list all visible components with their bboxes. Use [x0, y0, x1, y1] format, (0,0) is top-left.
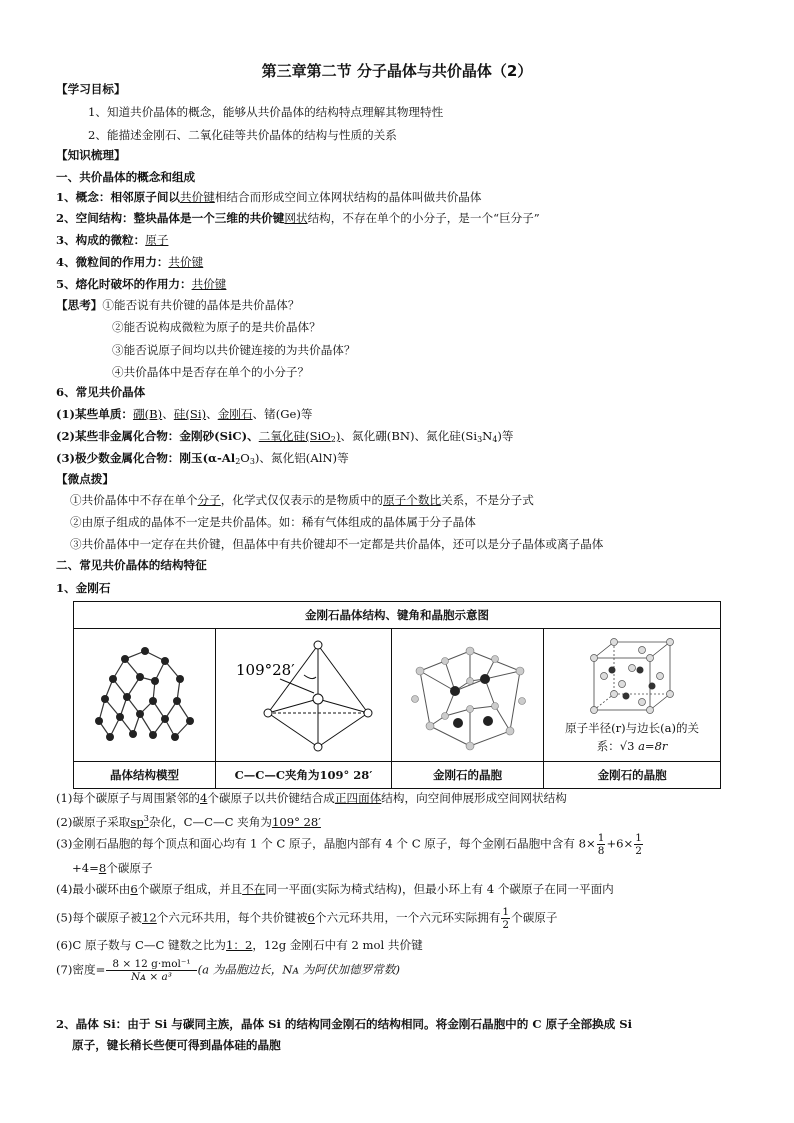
feature-3-cont — [72, 860, 153, 876]
particle-answer: 原子 — [145, 233, 169, 247]
boron: 硼(B) — [133, 407, 163, 421]
germanium: 、锗(Ge)等 — [252, 407, 313, 421]
f3a: (3)金刚石晶胞的每个顶点和面心均有 1 个 C 原子，晶胞内部有 4 个 C 原子，每个金刚石晶胞中含有 8× — [56, 836, 596, 851]
crystal-model-figure — [85, 639, 205, 749]
f1b: 个碳原子以共价键结合成 — [207, 791, 335, 805]
sio2 — [259, 429, 341, 443]
caption-model: 晶体结构模型 — [74, 762, 216, 789]
feature-5 — [56, 906, 557, 931]
sub: 3 — [477, 435, 483, 444]
knowledge-header: 【知识梳理】 — [56, 148, 126, 162]
f5b: 个六元环共用，每个共价键被 — [156, 910, 308, 925]
common-2-rest: 、氮化硼(BN)、氮化硅(Si — [340, 429, 478, 443]
tetrahedron-figure — [218, 631, 388, 756]
concept-line — [56, 189, 481, 205]
num: 1 — [597, 832, 605, 844]
f3m: +6× — [606, 836, 634, 851]
angle-cell — [216, 629, 392, 762]
num: 1 — [635, 832, 642, 844]
f4b: 个碳原子组成，并且 — [137, 882, 243, 896]
f6u: 1：2 — [226, 938, 253, 952]
angle-label: 109°28′ — [236, 661, 296, 679]
feature-6 — [56, 937, 423, 953]
force-answer: 共价键 — [168, 255, 204, 269]
tip-1b: ，化学式仅仅表示的是物质中的 — [220, 493, 384, 507]
think-q2: ②能否说构成微粒为原子的是共价晶体？ — [112, 320, 321, 334]
common-2-label: (2)某些非金属化合物：金刚砂(SiC)、 — [56, 429, 259, 443]
sup3: 3 — [143, 814, 149, 823]
sub: 4 — [492, 435, 498, 444]
frac-1-2 — [634, 832, 643, 857]
diamond-heading: 1、金刚石 — [56, 581, 111, 595]
sub: 2 — [330, 435, 336, 444]
force-label: 4、微粒间的作用力： — [56, 255, 169, 269]
page-title: 第三章第二节 分子晶体与共价晶体（2） — [261, 62, 533, 80]
tip-3: ③共价晶体中一定存在共价键，但晶体中有共价键却不一定都是共价晶体，还可以是分子晶体或离子晶体 — [70, 537, 604, 551]
common-3-label: (3)极少数金属化合物：刚玉(α-Al — [56, 451, 236, 465]
section1-heading: 一、共价晶体的概念和组成 — [56, 170, 196, 184]
radius-line-2 — [544, 737, 720, 755]
den: 2 — [502, 919, 510, 931]
tip-2: ②由原子组成的晶体不一定是共价晶体。如：稀有气体组成的晶体属于分子晶体 — [70, 515, 476, 529]
melting-label: 5、熔化时破坏的作用力： — [56, 277, 192, 291]
common-2 — [56, 428, 514, 448]
sio2-text: 二氧化硅(SiO — [258, 429, 331, 443]
n: N — [482, 429, 493, 443]
melting-answer: 共价键 — [191, 277, 227, 291]
sep: 、 — [206, 407, 218, 421]
radius-line-1: 原子半径(r)与边长(a)的关 — [565, 720, 699, 735]
num: 1 — [502, 906, 510, 918]
feature-1 — [56, 790, 567, 806]
feature-2 — [56, 811, 321, 830]
f4c: 同一平面(实际为椅式结构)，但最小环上有 4 个碳原子在同一平面内 — [265, 882, 614, 896]
density-fraction — [106, 958, 196, 983]
paren: ) — [335, 429, 341, 443]
o: O — [240, 451, 250, 465]
si-line-2: 原子，键长稍长些便可得到晶体硅的晶胞 — [72, 1038, 281, 1052]
f4u: 6 — [130, 882, 138, 896]
structure-label: 2、空间结构：整块晶体是一个三维的共价键 — [56, 211, 285, 225]
f5e: 个碳原子 — [511, 910, 558, 925]
f7b: (a 为晶胞边长，Nᴀ 为阿伏加德罗常数) — [197, 962, 400, 977]
common-1-label: (1)某些单质： — [56, 407, 134, 421]
section2-heading: 二、常见共价晶体的结构特征 — [56, 558, 207, 572]
f1a: (1)每个碳原子与周围紧邻的 — [56, 791, 200, 805]
diamond: 金刚石 — [217, 407, 253, 421]
unit-cell-figure — [400, 631, 535, 756]
think-q1: ①能否说有共价键的晶体是共价晶体？ — [102, 298, 300, 312]
tip-1 — [70, 492, 534, 508]
think-q3: ③能否说原子间均以共价键连接的为共价晶体？ — [112, 343, 356, 357]
density-num: 8 × 12 g·mol⁻¹ — [106, 958, 196, 971]
caption-cell: 金刚石的晶胞 — [391, 762, 543, 789]
den: 2 — [635, 845, 642, 857]
common-2-end: )等 — [497, 429, 514, 443]
f4u2: 不在 — [242, 882, 266, 896]
tip-1u2: 原子个数比 — [383, 493, 442, 507]
force-line — [56, 254, 203, 270]
f6a: (6)C 原子数与 C—C 键数之比为 — [56, 938, 227, 952]
concept-answer: 共价键 — [180, 190, 215, 204]
f1c: 结构，向空间伸展形成空间网状结构 — [381, 791, 567, 805]
radius-cell — [544, 629, 721, 762]
sub: 2 — [235, 457, 241, 466]
think-label: 【思考】 — [56, 298, 103, 312]
goal-2: 2、能描述金刚石、二氧化硅等共价晶体的结构与性质的关系 — [88, 128, 397, 142]
f3b: +4= — [72, 861, 99, 875]
common-heading: 6、常见共价晶体 — [56, 385, 146, 399]
think-line-1 — [56, 297, 300, 313]
diamond-table — [73, 601, 721, 789]
goals-header: 【学习目标】 — [56, 82, 126, 96]
f2u2: 109° 28′ — [271, 815, 321, 829]
f3c: 个碳原子 — [106, 861, 153, 875]
f1u2: 正四面体 — [334, 791, 382, 805]
cube-cell-figure — [582, 636, 682, 716]
table-title: 金刚石晶体结构、键角和晶胞示意图 — [74, 602, 721, 629]
radius-formula: a=8r — [634, 738, 668, 753]
f5u: 12 — [142, 910, 157, 925]
radius-prefix: 系： — [596, 738, 620, 753]
structure-answer: 网状 — [284, 211, 308, 225]
sp: sp — [130, 815, 144, 829]
structure-line — [56, 210, 540, 226]
think-q4: ④共价晶体中是否存在单个的小分子？ — [112, 365, 310, 379]
sp3 — [130, 815, 148, 829]
frac-1-8 — [597, 832, 606, 857]
f6b: ，12g 金刚石中有 2 mol 共价键 — [252, 938, 423, 952]
particle-label: 3、构成的微粒： — [56, 233, 146, 247]
den: 8 — [597, 845, 605, 857]
tip-1c: 关系，不是分子式 — [441, 493, 534, 507]
f7a: (7)密度= — [56, 962, 106, 977]
density-den: Nᴀ × a³ — [130, 971, 173, 983]
model-cell — [74, 629, 216, 762]
feature-4 — [56, 881, 614, 897]
tip-label: 【微点拨】 — [56, 472, 114, 486]
f5u2: 6 — [307, 910, 315, 925]
common-3-rest: )、氮化铝(AlN)等 — [254, 451, 349, 465]
structure-text: 结构，不存在单个的小分子，是一个“巨分子” — [307, 211, 540, 225]
tip-1u: 分子 — [197, 493, 221, 507]
f3u: 8 — [98, 861, 107, 875]
common-3 — [56, 450, 349, 470]
f2b: 杂化，C—C—C 夹角为 — [148, 815, 272, 829]
f1u: 4 — [199, 791, 208, 805]
si-line-1: 2、晶体 Si：由于 Si 与碳同主族，晶体 Si 的结构同金刚石的结构相同。将金刚石晶胞中的 C 原子全部换成 Si — [56, 1017, 633, 1031]
f5c: 个六元环共用，一个六元环实际拥有 — [314, 910, 501, 925]
cell-figure-cell — [391, 629, 543, 762]
frac-1-2b — [501, 906, 510, 931]
f5a: (5)每个碳原子被 — [56, 910, 142, 925]
particle-line — [56, 232, 168, 248]
caption-cell-2: 金刚石的晶胞 — [544, 762, 721, 789]
goal-1: 1、知道共价晶体的概念，能够从共价晶体的结构特点理解其物理特性 — [88, 105, 444, 119]
concept-label: 1、概念：相邻原子间以 — [56, 190, 181, 204]
melting-line — [56, 276, 226, 292]
f4a: (4)最小碳环由 — [56, 882, 131, 896]
sep: 、 — [162, 407, 174, 421]
sub: 3 — [249, 457, 255, 466]
f2a: (2)碳原子采取 — [56, 815, 131, 829]
concept-text: 相结合而形成空间立体网状结构的晶体叫做共价晶体 — [214, 190, 482, 204]
silicon: 硅(Si) — [173, 407, 207, 421]
sqrt3: √3 — [619, 738, 635, 753]
tip-1a: ①共价晶体中不存在单个 — [70, 493, 198, 507]
caption-angle: C—C—C夹角为109° 28′ — [216, 762, 392, 789]
feature-3 — [56, 832, 644, 857]
common-1 — [56, 406, 312, 422]
feature-7 — [56, 958, 400, 983]
